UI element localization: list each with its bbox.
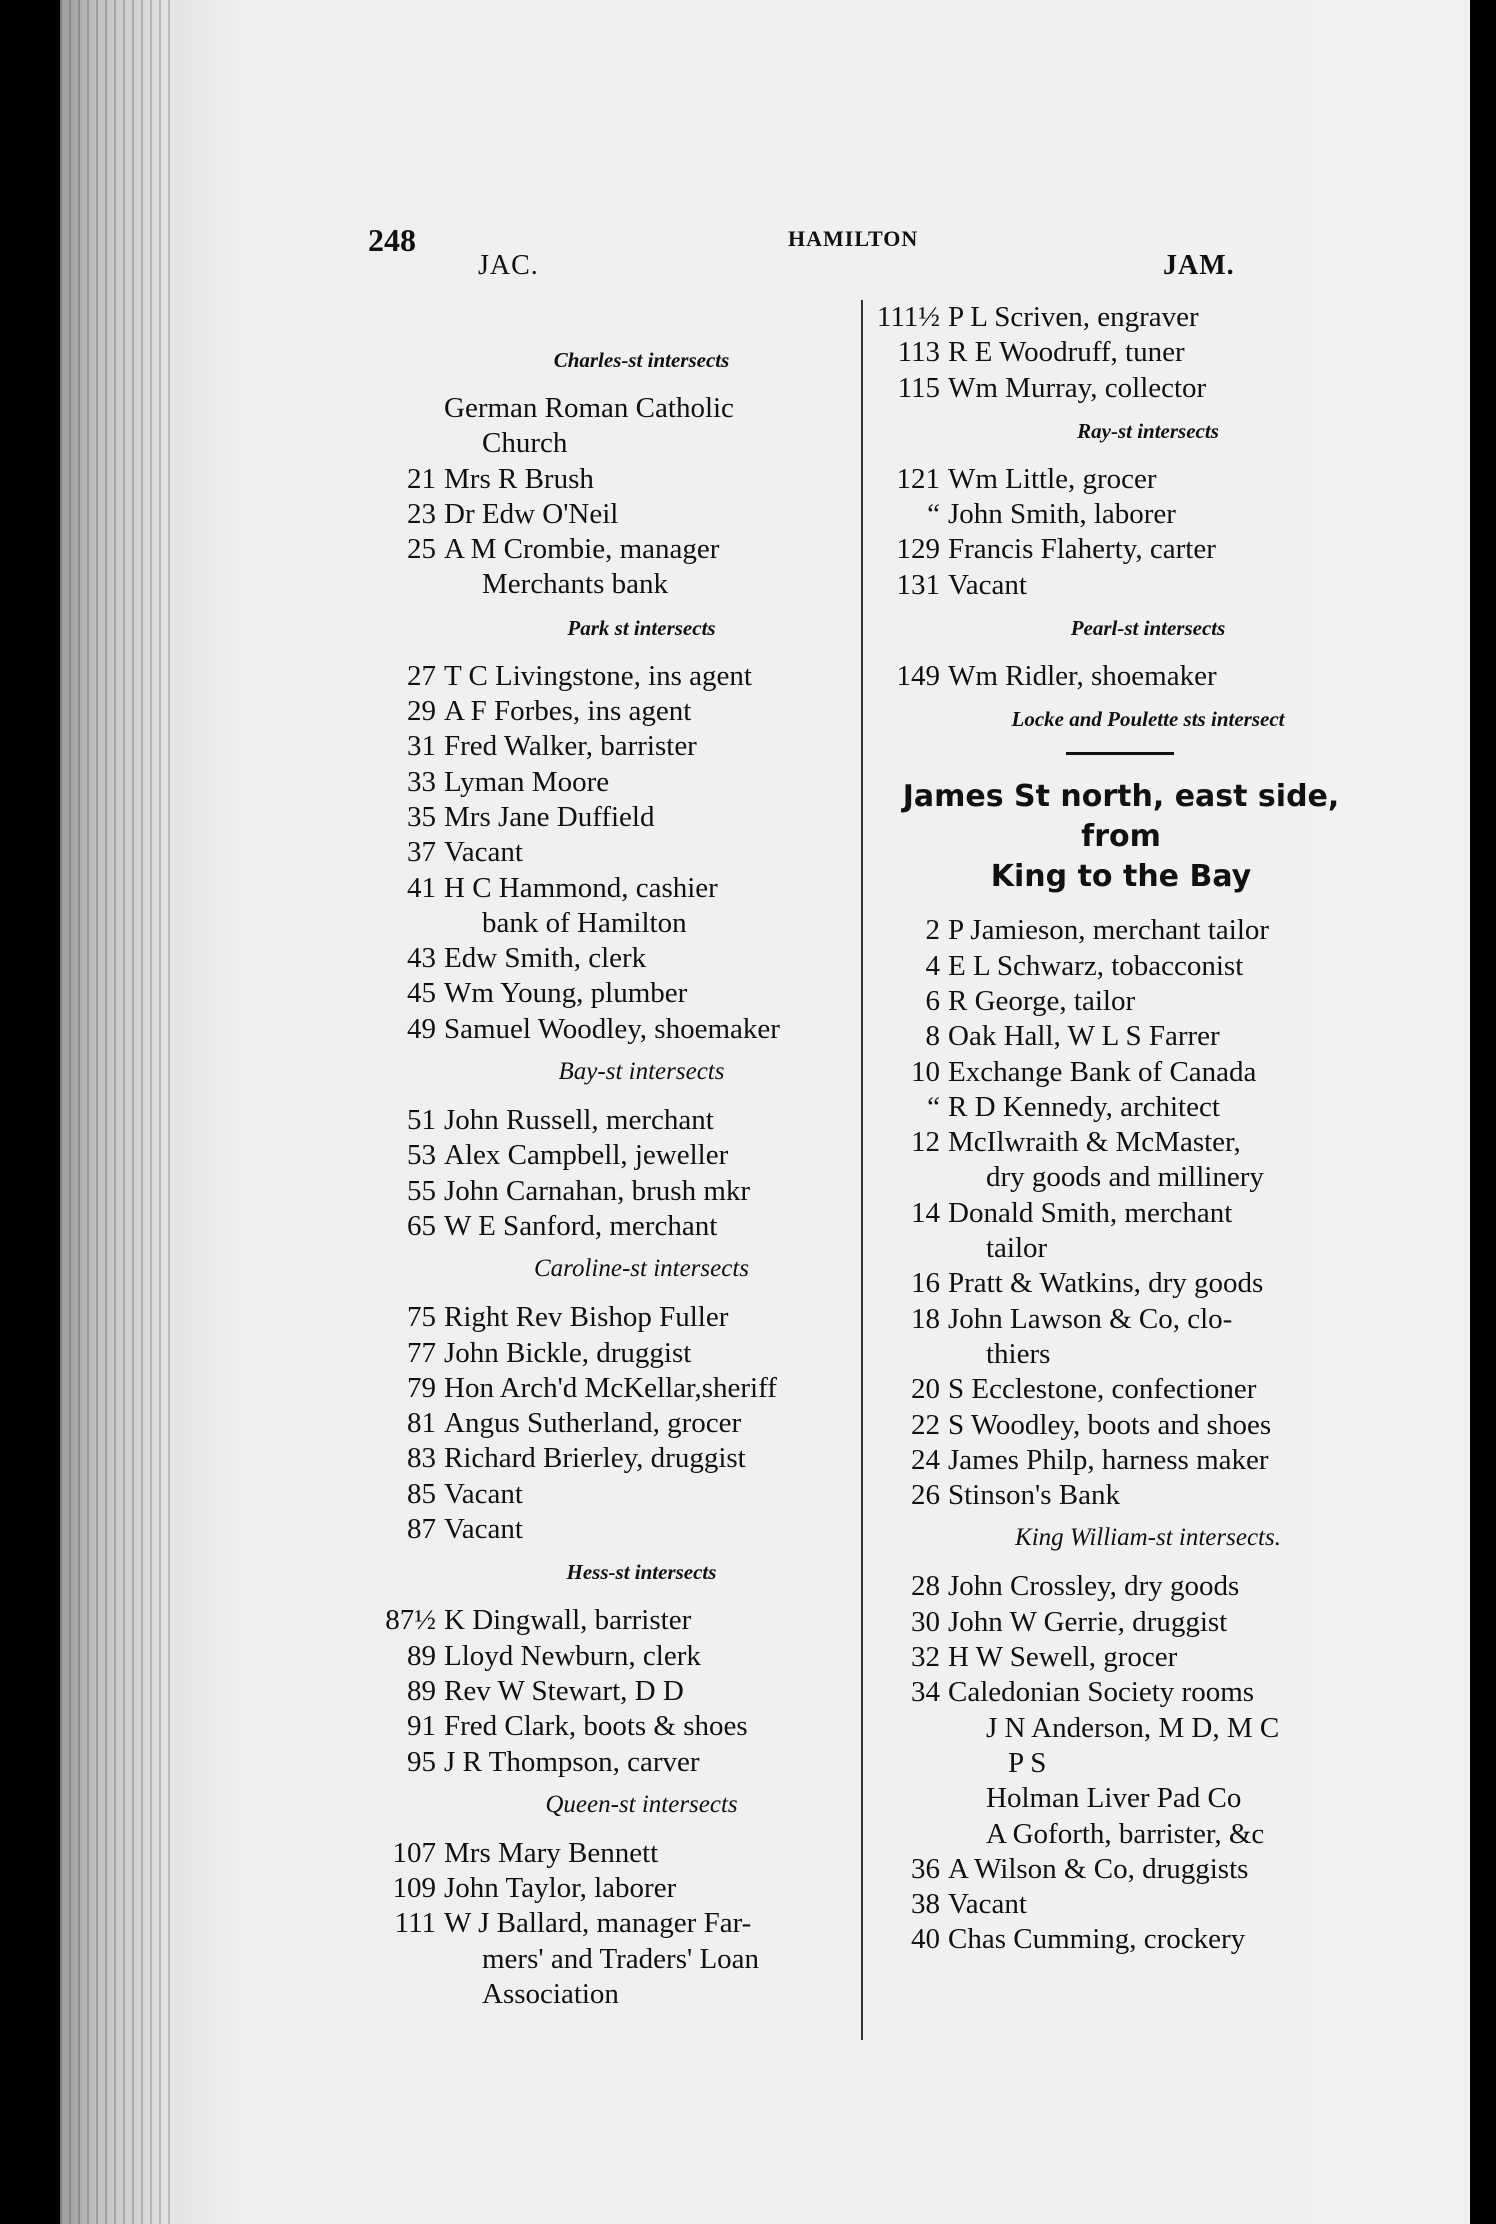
entry-continuation — [372, 1977, 847, 2012]
directory-entry — [372, 1745, 847, 1780]
intersection-heading: King William-st intersects. — [1015, 1524, 1281, 1552]
house-number: 18 — [911, 1302, 940, 1335]
house-number: 65 — [407, 1209, 436, 1242]
occupant-text: Wm Young, plumber — [444, 977, 688, 1010]
right-column-top — [876, 300, 1356, 734]
house-number: 35 — [407, 800, 436, 833]
house-number: 34 — [911, 1676, 940, 1709]
directory-entry — [876, 913, 1356, 948]
entry-continuation — [372, 1942, 847, 1977]
occupant-text: Mrs R Brush — [444, 462, 594, 495]
occupant-text: James Philp, harness maker — [948, 1443, 1269, 1476]
occupant-text: P S — [1008, 1746, 1047, 1779]
house-number — [372, 567, 444, 602]
occupant-text: Exchange Bank of Canada — [948, 1055, 1257, 1088]
intersection-heading: Caroline-st intersects — [533, 1255, 750, 1283]
directory-entry — [372, 1138, 847, 1173]
occupant-text: W E Sanford, merchant — [444, 1209, 718, 1242]
house-number: 10 — [911, 1055, 940, 1088]
house-number: 29 — [407, 695, 436, 728]
house-number — [876, 1231, 948, 1266]
house-number — [876, 1711, 948, 1746]
directory-entry — [372, 532, 847, 567]
house-number: 43 — [407, 942, 436, 975]
directory-entry — [372, 871, 847, 906]
occupant-text: John Bickle, druggist — [444, 1336, 692, 1369]
directory-entry — [876, 462, 1356, 497]
house-number — [372, 426, 444, 461]
occupant-text: A F Forbes, ins agent — [444, 695, 692, 728]
directory-entry — [876, 1266, 1356, 1301]
entry-continuation — [876, 1781, 1356, 1816]
directory-entry — [372, 1441, 847, 1476]
occupant-text: Association — [482, 1977, 619, 2010]
house-number: 45 — [407, 977, 436, 1010]
directory-entry — [372, 1709, 847, 1744]
column-divider — [861, 300, 863, 2040]
house-number: 49 — [407, 1012, 436, 1045]
house-number: 111 — [394, 1907, 436, 1940]
occupant-text: H W Sewell, grocer — [948, 1641, 1178, 1674]
directory-entry — [876, 568, 1356, 603]
directory-entry — [876, 497, 1356, 532]
occupant-text: Merchants bank — [482, 568, 669, 601]
occupant-text: John Lawson & Co, clo- — [948, 1302, 1233, 1335]
occupant-text: Right Rev Bishop Fuller — [444, 1301, 729, 1334]
occupant-text: Oak Hall, W L S Farrer — [948, 1020, 1220, 1053]
occupant-text: bank of Hamilton — [482, 906, 687, 939]
directory-entry — [876, 300, 1356, 335]
occupant-text: P L Scriven, engraver — [948, 301, 1199, 333]
intersection-heading: Park st intersects — [567, 615, 716, 640]
occupant-text: Lyman Moore — [444, 765, 610, 798]
occupant-text: Pratt & Watkins, dry goods — [948, 1267, 1264, 1300]
directory-entry — [372, 391, 847, 426]
directory-entry — [876, 1055, 1356, 1090]
intersection-heading: Pearl-st intersects — [1070, 616, 1226, 641]
street-heading-line2: King to the Bay — [990, 859, 1252, 895]
occupant-text: A Goforth, barrister, &c — [986, 1817, 1265, 1850]
occupant-text: P Jamieson, merchant tailor — [948, 914, 1270, 947]
occupant-text: Wm Ridler, shoemaker — [948, 660, 1217, 693]
directory-entry — [372, 1674, 847, 1709]
intersection-heading: Charles-st intersects — [553, 348, 730, 372]
directory-entry — [876, 1196, 1356, 1231]
house-number: 2 — [925, 914, 940, 947]
occupant-text: E L Schwarz, tobacconist — [948, 949, 1244, 982]
directory-entry — [876, 949, 1356, 984]
directory-entry — [372, 941, 847, 976]
directory-entry — [876, 1922, 1356, 1957]
directory-entry — [372, 1477, 847, 1512]
street-heading-line1: James St north, east side, from — [902, 779, 1340, 855]
house-number: 4 — [925, 949, 940, 982]
occupant-text: Hon Arch'd McKellar,sheriff — [444, 1371, 777, 1404]
directory-entry — [876, 1887, 1356, 1922]
occupant-text: Rev W Stewart, D D — [444, 1674, 684, 1707]
occupant-text: John W Gerrie, druggist — [948, 1605, 1228, 1638]
house-number: 81 — [407, 1407, 436, 1440]
directory-entry — [876, 1640, 1356, 1675]
directory-entry — [372, 1639, 847, 1674]
directory-entry — [372, 694, 847, 729]
intersection-heading: Bay-st intersects — [558, 1058, 725, 1086]
occupant-text: R D Kennedy, architect — [948, 1090, 1220, 1123]
occupant-text: thiers — [986, 1337, 1051, 1370]
occupant-text: tailor — [986, 1232, 1048, 1265]
intersection-heading: Hess-st intersects — [566, 1560, 717, 1585]
house-number: 53 — [407, 1139, 436, 1172]
house-number: 20 — [911, 1373, 940, 1406]
directory-entry — [372, 1300, 847, 1335]
house-number — [372, 1977, 444, 2012]
left-column — [372, 335, 847, 2012]
occupant-text: A Wilson & Co, druggists — [948, 1852, 1249, 1885]
house-number: 121 — [896, 462, 940, 495]
house-number: 109 — [392, 1872, 436, 1905]
house-number — [372, 1942, 444, 1977]
occupant-text: Mrs Mary Bennett — [444, 1836, 659, 1869]
occupant-text: Alex Campbell, jeweller — [444, 1139, 729, 1172]
house-number: 55 — [407, 1174, 436, 1207]
occupant-text: T C Livingstone, ins agent — [444, 659, 752, 692]
house-number: 22 — [911, 1408, 940, 1441]
occupant-text: J N Anderson, M D, M C — [986, 1711, 1280, 1744]
directory-entry — [876, 1675, 1356, 1710]
house-number: 32 — [911, 1641, 940, 1674]
house-number: 8 — [925, 1020, 940, 1053]
section-rule — [1066, 752, 1174, 755]
occupant-text: K Dingwall, barrister — [444, 1604, 692, 1637]
occupant-text: J R Thompson, carver — [444, 1745, 700, 1778]
directory-entry — [372, 659, 847, 694]
page-title: HAMILTON — [788, 226, 919, 251]
occupant-text: Lloyd Newburn, clerk — [444, 1639, 701, 1672]
directory-entry — [876, 1302, 1356, 1337]
house-number: 6 — [925, 984, 940, 1017]
directory-entry — [372, 800, 847, 835]
house-number: 27 — [407, 659, 436, 692]
occupant-text: S Ecclestone, confectioner — [948, 1373, 1257, 1406]
directory-entry — [876, 984, 1356, 1019]
page-number: 248 — [368, 222, 416, 258]
house-number: 28 — [911, 1570, 940, 1603]
house-number: 51 — [407, 1104, 436, 1137]
street-heading — [876, 777, 1356, 897]
intersection-heading: Queen-st intersects — [545, 1790, 738, 1818]
house-number: 87 — [407, 1513, 436, 1546]
occupant-text: Chas Cumming, crockery — [948, 1923, 1246, 1956]
right-column-abbrev: JAM. — [1163, 250, 1235, 281]
occupant-text: Fred Walker, barrister — [444, 730, 697, 763]
directory-entry — [876, 532, 1356, 567]
directory-entry — [372, 1406, 847, 1441]
house-number: 30 — [911, 1605, 940, 1638]
occupant-text: Church — [482, 427, 568, 460]
house-number: 23 — [407, 497, 436, 530]
house-number: 26 — [911, 1479, 940, 1512]
occupant-text: Richard Brierley, druggist — [444, 1442, 746, 1475]
occupant-text: Angus Sutherland, grocer — [444, 1407, 742, 1440]
occupant-text: German Roman Catholic — [444, 392, 734, 424]
occupant-text: mers' and Traders' Loan — [482, 1942, 760, 1975]
house-number: “ — [927, 498, 940, 531]
occupant-text: Caledonian Society rooms — [948, 1676, 1255, 1709]
directory-entry — [372, 1209, 847, 1244]
occupant-text: McIlwraith & McMaster, — [948, 1126, 1241, 1159]
house-number: 95 — [407, 1745, 436, 1778]
house-number — [372, 391, 444, 426]
occupant-text: John Crossley, dry goods — [948, 1570, 1240, 1603]
house-number: 14 — [911, 1196, 940, 1229]
entry-continuation — [876, 1337, 1356, 1372]
house-number: 79 — [407, 1371, 436, 1404]
occupant-text: John Smith, laborer — [948, 498, 1176, 531]
entry-continuation — [372, 567, 847, 602]
occupant-text: John Taylor, laborer — [444, 1872, 677, 1905]
house-number — [876, 1817, 948, 1852]
house-number: 31 — [407, 730, 436, 763]
house-number: 115 — [897, 371, 940, 404]
directory-entry — [372, 1906, 847, 1941]
house-number: 85 — [407, 1477, 436, 1510]
directory-entry — [876, 1605, 1356, 1640]
occupant-text: H C Hammond, cashier — [444, 871, 718, 904]
house-number: 16 — [911, 1267, 940, 1300]
directory-entry — [372, 835, 847, 870]
occupant-text: Wm Little, grocer — [948, 462, 1157, 495]
house-number — [876, 1781, 948, 1816]
directory-entry — [372, 1512, 847, 1547]
directory-entry — [876, 1443, 1356, 1478]
directory-entry — [372, 497, 847, 532]
occupant-text: Samuel Woodley, shoemaker — [444, 1012, 780, 1045]
occupant-text: dry goods and millinery — [986, 1161, 1264, 1194]
occupant-text: S Woodley, boots and shoes — [948, 1408, 1272, 1441]
directory-entry — [372, 1371, 847, 1406]
house-number — [876, 1337, 948, 1372]
page-edge-shading — [60, 0, 170, 2224]
directory-entry — [876, 1019, 1356, 1054]
house-number: 12 — [911, 1126, 940, 1159]
house-number — [876, 1160, 948, 1195]
occupant-text: Vacant — [444, 1477, 523, 1510]
house-number: 129 — [896, 533, 940, 566]
entry-continuation — [876, 1231, 1356, 1266]
house-number: 24 — [911, 1443, 940, 1476]
occupant-text: W J Ballard, manager Far- — [444, 1907, 752, 1940]
house-number: 33 — [407, 765, 436, 798]
entry-continuation — [876, 1746, 1356, 1781]
occupant-text: Vacant — [444, 1513, 523, 1546]
directory-entry — [372, 1871, 847, 1906]
directory-entry — [876, 659, 1356, 694]
directory-entry — [876, 1408, 1356, 1443]
house-number — [876, 1746, 948, 1781]
occupant-text: Vacant — [948, 1888, 1027, 1921]
house-number: 83 — [407, 1442, 436, 1475]
intersection-heading: Ray-st intersects — [1077, 418, 1219, 443]
directory-entry — [372, 765, 847, 800]
occupant-text: Stinson's Bank — [948, 1479, 1121, 1512]
directory-entry — [372, 1012, 847, 1047]
directory-entry — [372, 976, 847, 1011]
occupant-text: Donald Smith, merchant — [948, 1196, 1233, 1229]
right-column — [876, 300, 1356, 1958]
house-number: 40 — [911, 1923, 940, 1956]
occupant-text: Vacant — [444, 836, 523, 869]
directory-entry — [876, 1852, 1356, 1887]
house-number: 113 — [897, 336, 940, 369]
house-number: 37 — [407, 836, 436, 869]
occupant-text: Mrs Jane Duffield — [444, 800, 655, 833]
house-number: 77 — [407, 1336, 436, 1369]
house-number: “ — [927, 1090, 940, 1123]
occupant-text: Vacant — [948, 568, 1027, 601]
house-number: 25 — [407, 533, 436, 566]
occupant-text: Fred Clark, boots & shoes — [444, 1710, 748, 1743]
directory-entry — [876, 1090, 1356, 1125]
occupant-text: A M Crombie, manager — [444, 533, 720, 566]
directory-entry — [372, 1336, 847, 1371]
occupant-text: R George, tailor — [948, 984, 1136, 1017]
directory-entry — [876, 1372, 1356, 1407]
occupant-text: Dr Edw O'Neil — [444, 497, 619, 530]
occupant-text: John Carnahan, brush mkr — [444, 1174, 751, 1207]
occupant-text: John Russell, merchant — [444, 1104, 714, 1137]
occupant-text: Wm Murray, collector — [948, 371, 1207, 404]
occupant-text: R E Woodruff, tuner — [948, 336, 1185, 369]
house-number — [372, 906, 444, 941]
entry-continuation — [372, 426, 847, 461]
directory-entry — [876, 1569, 1356, 1604]
directory-entry — [876, 335, 1356, 370]
directory-entry — [372, 1174, 847, 1209]
house-number: 36 — [911, 1852, 940, 1885]
house-number: 75 — [407, 1301, 436, 1334]
house-number: 107 — [392, 1836, 436, 1869]
house-number: 21 — [407, 462, 436, 495]
directory-entry — [372, 729, 847, 764]
directory-entry — [876, 1125, 1356, 1160]
intersection-heading: Locke and Poulette sts intersect — [1011, 707, 1285, 732]
occupant-text: Holman Liver Pad Co — [986, 1782, 1242, 1815]
house-number: 111½ — [876, 301, 940, 333]
entry-continuation — [876, 1711, 1356, 1746]
entry-continuation — [876, 1160, 1356, 1195]
house-number: 87½ — [385, 1604, 436, 1637]
directory-entry — [372, 1603, 847, 1638]
entry-continuation — [876, 1817, 1356, 1852]
house-number: 89 — [407, 1674, 436, 1707]
occupant-text: Francis Flaherty, carter — [948, 533, 1216, 566]
right-column-bottom — [876, 913, 1356, 1957]
left-column-abbrev: JAC. — [478, 250, 539, 281]
occupant-text: Edw Smith, clerk — [444, 942, 647, 975]
directory-entry — [372, 1836, 847, 1871]
directory-entry — [876, 1478, 1356, 1513]
house-number: 131 — [896, 568, 940, 601]
directory-entry — [372, 462, 847, 497]
house-number: 91 — [407, 1710, 436, 1743]
house-number: 89 — [407, 1639, 436, 1672]
directory-entry — [372, 1103, 847, 1138]
entry-continuation — [372, 906, 847, 941]
directory-entry — [876, 371, 1356, 406]
house-number: 41 — [407, 871, 436, 904]
house-number: 149 — [896, 660, 940, 693]
house-number: 38 — [911, 1888, 940, 1921]
